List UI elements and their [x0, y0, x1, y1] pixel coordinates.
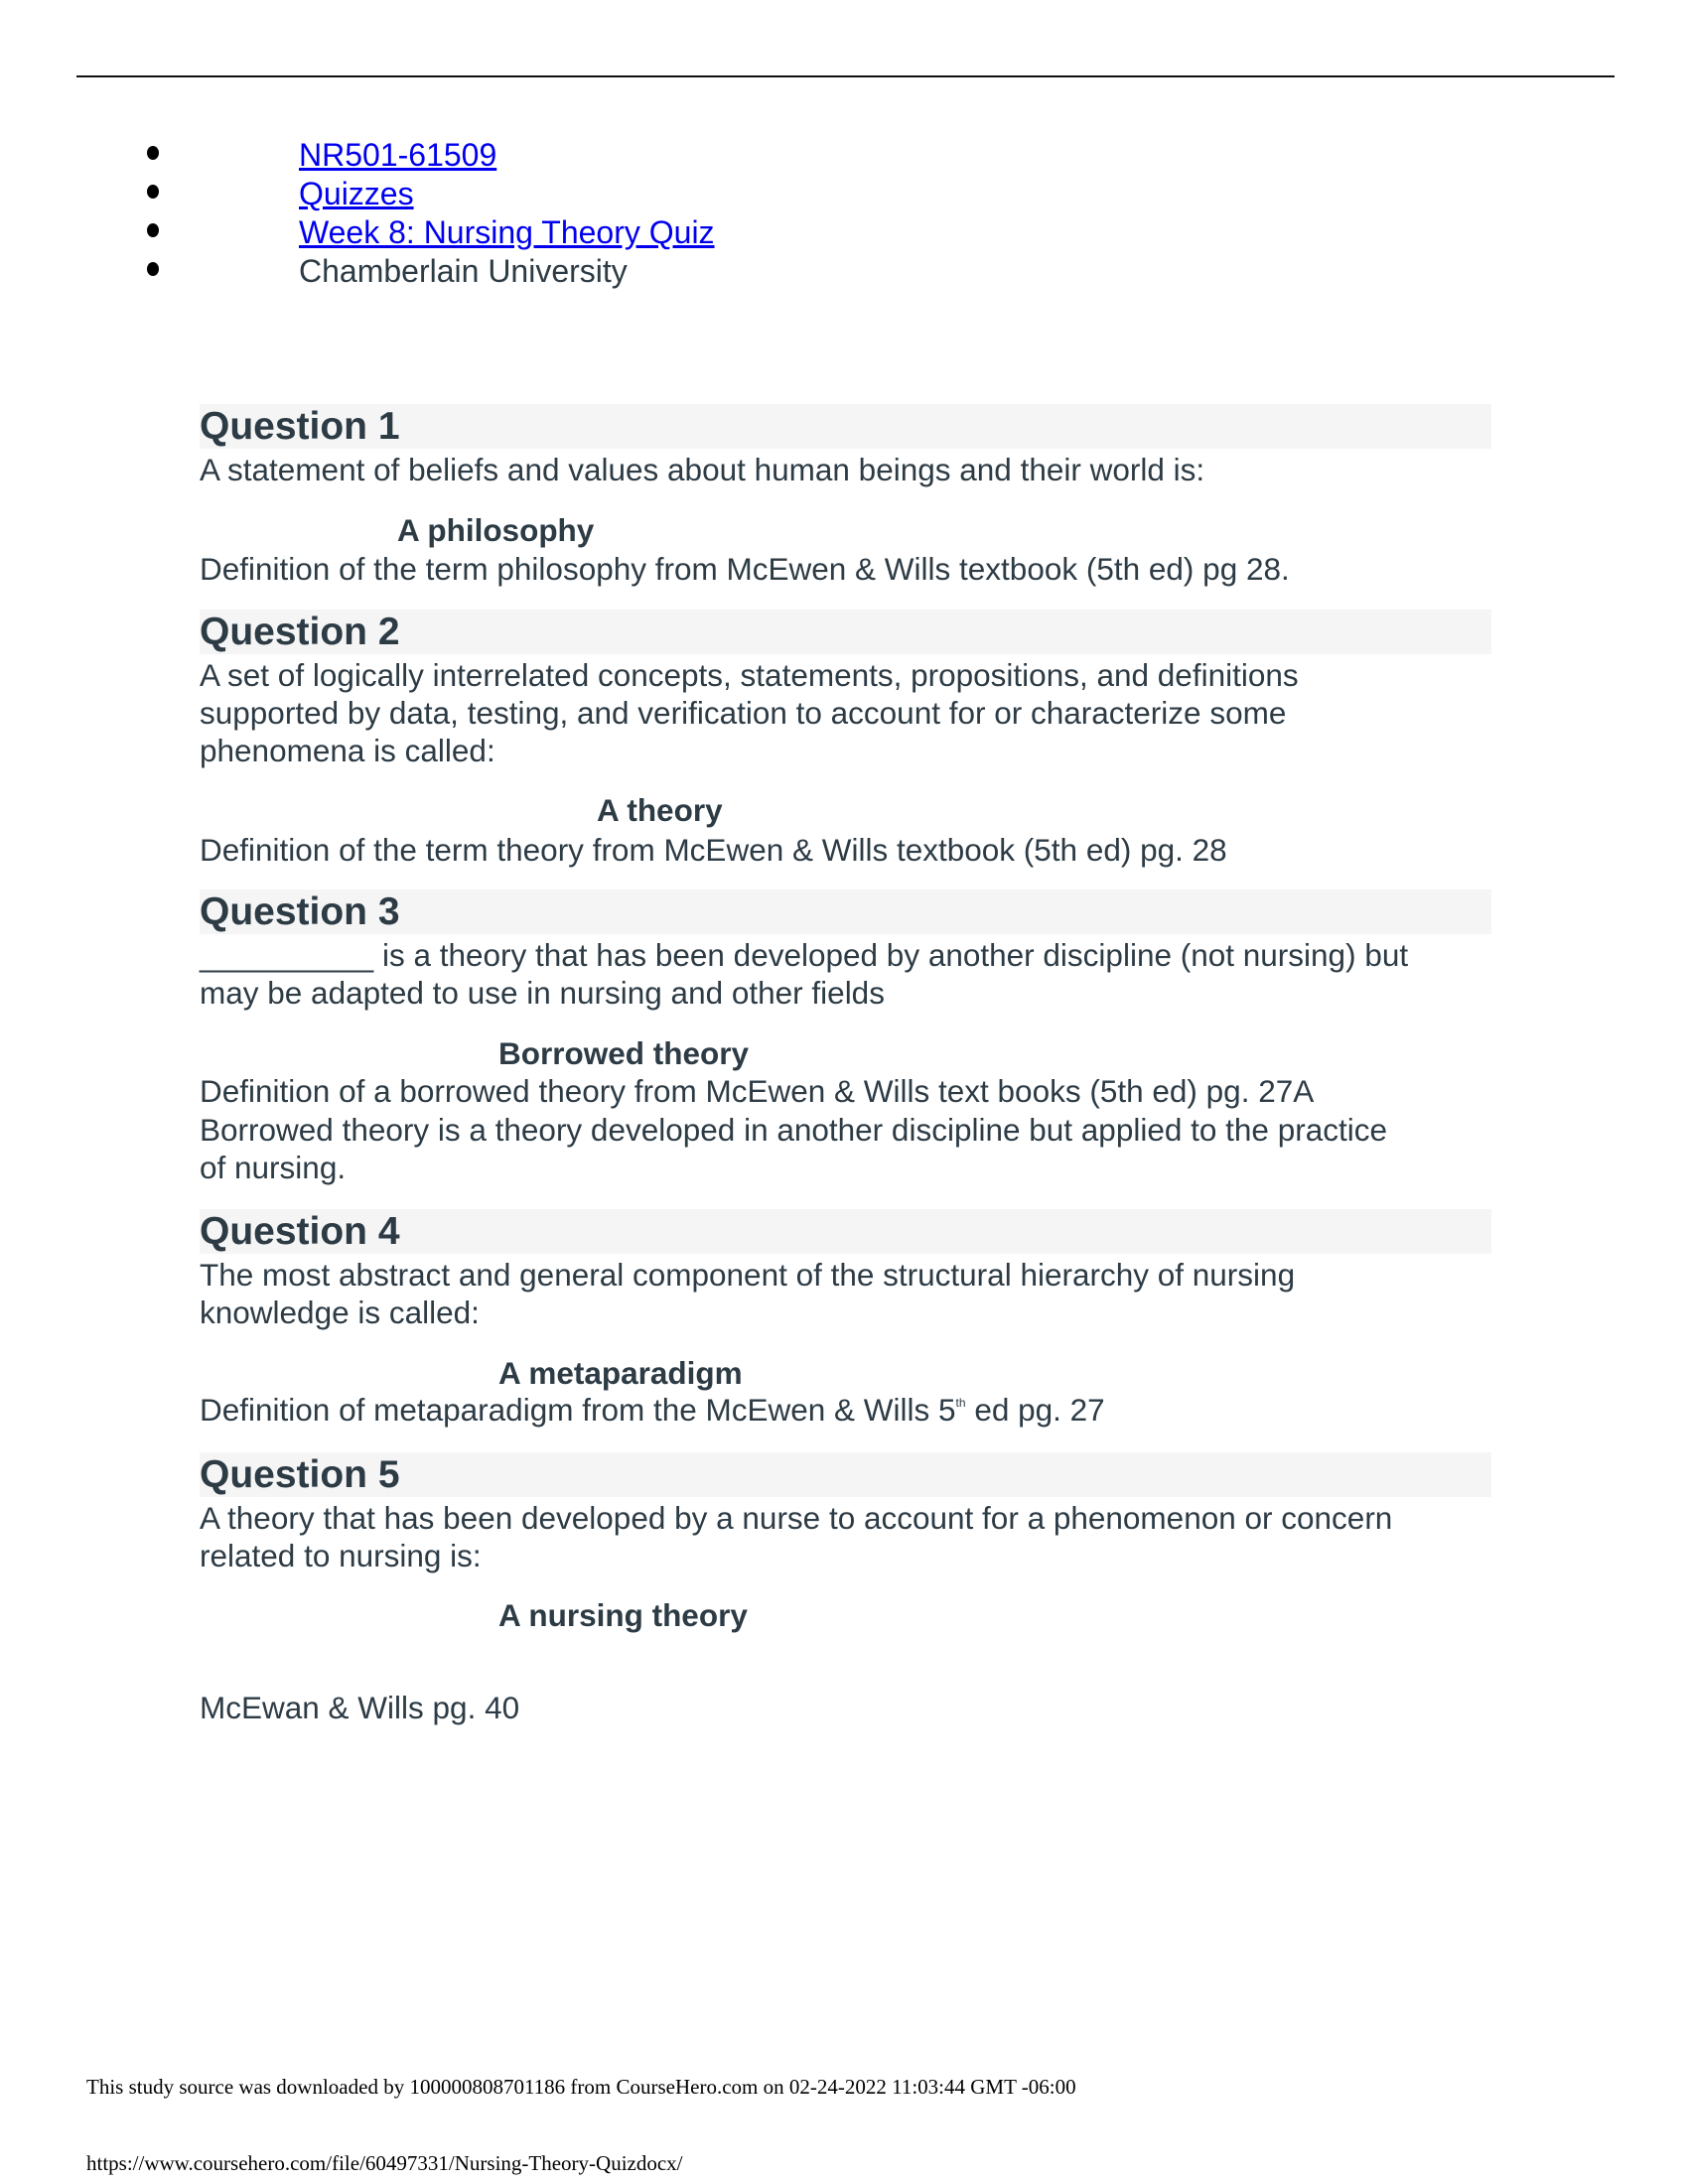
breadcrumb-list: [0, 136, 715, 291]
question-text: related to nursing is:: [200, 1538, 482, 1573]
question-text: A theory that has been developed by a nurse to account for a phenomenon or concern: [200, 1500, 1393, 1536]
explanation-text: Definition of metaparadigm from the McEwen & Wills 5: [200, 1392, 956, 1428]
question-text: supported by data, testing, and verification to account for or characterize some: [200, 695, 1287, 731]
bullet-icon: [147, 146, 159, 160]
question-title: Question 4: [200, 1210, 400, 1253]
breadcrumb-item-university: [0, 252, 715, 291]
bullet-icon: [147, 223, 159, 237]
question-text: phenomena is called:: [200, 733, 495, 768]
question-title: Question 1: [200, 405, 400, 448]
question-text: __________ is a theory that has been developed by another discipline (not nursing) but: [200, 937, 1409, 973]
ordinal-suffix: th: [955, 1396, 966, 1410]
explanation: of nursing.: [200, 1150, 347, 1185]
course-link[interactable]: NR501-61509: [299, 137, 497, 173]
breadcrumb-item-course[interactable]: [0, 136, 715, 175]
explanation-text: ed pg. 27: [965, 1392, 1105, 1428]
question-text: may be adapted to use in nursing and other fields: [200, 975, 885, 1011]
quiz-link[interactable]: Week 8: Nursing Theory Quiz: [299, 214, 715, 250]
question-text: A set of logically interrelated concepts, statements, propositions, and definitions: [200, 657, 1299, 693]
explanation: [200, 1391, 1105, 1429]
answer: A metaparadigm: [498, 1355, 743, 1391]
question-title: Question 3: [200, 890, 400, 933]
breadcrumb-item-quiz[interactable]: [0, 213, 715, 252]
answer: A philosophy: [397, 512, 595, 548]
question-text: knowledge is called:: [200, 1295, 480, 1330]
bullet-icon: [147, 262, 159, 276]
explanation: Definition of the term philosophy from McEwen & Wills textbook (5th ed) pg 28.: [200, 551, 1290, 587]
bullet-icon: [147, 185, 159, 199]
explanation: McEwan & Wills pg. 40: [200, 1690, 520, 1725]
explanation: Definition of the term theory from McEwen & Wills textbook (5th ed) pg. 28: [200, 832, 1227, 868]
question-text: A statement of beliefs and values about human beings and their world is:: [200, 452, 1205, 487]
top-divider: [76, 75, 1615, 77]
answer: Borrowed theory: [498, 1035, 750, 1071]
breadcrumb-item-quizzes[interactable]: [0, 175, 715, 213]
answer: A theory: [597, 792, 723, 828]
question-title: Question 2: [200, 611, 400, 653]
download-notice: This study source was downloaded by 100000808701186 from CourseHero.com on 02-24-2022 11:03:44 GMT -06:00: [86, 2075, 1076, 2099]
answer: A nursing theory: [498, 1597, 748, 1633]
quizzes-link[interactable]: Quizzes: [299, 176, 414, 211]
question-text: The most abstract and general component of the structural hierarchy of nursing: [200, 1257, 1296, 1293]
explanation: Borrowed theory is a theory developed in another discipline but applied to the practice: [200, 1112, 1387, 1148]
question-title: Question 5: [200, 1453, 400, 1496]
explanation: Definition of a borrowed theory from McEwen & Wills text books (5th ed) pg. 27A: [200, 1073, 1315, 1109]
university-name: Chamberlain University: [299, 253, 628, 289]
source-url[interactable]: https://www.coursehero.com/file/60497331/Nursing-Theory-Quizdocx/: [86, 2151, 683, 2175]
